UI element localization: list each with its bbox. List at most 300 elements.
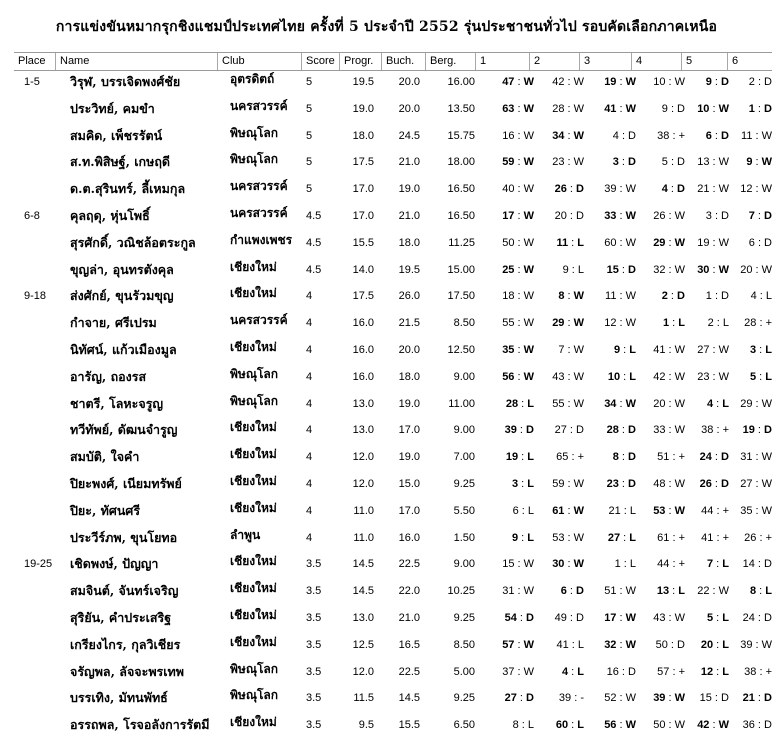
cell-progr: 12.0 <box>352 451 374 464</box>
round-result: W <box>718 263 729 276</box>
cell-round-3: 15 : D <box>606 263 636 276</box>
round-opponent: 26 <box>699 477 712 490</box>
cell-round-1: 3 : L <box>511 477 534 490</box>
round-opponent: 8 <box>558 290 565 303</box>
cell-round-4: 48 : W <box>653 477 685 490</box>
cell-place: 9-18 <box>24 290 47 303</box>
table-row[interactable] <box>14 313 772 340</box>
cell-place: 1-5 <box>24 76 40 88</box>
round-result: W <box>674 236 685 249</box>
cell-name: ประวีร์ภพ, ขุนโยทอ <box>70 529 178 545</box>
col-round1-header[interactable]: 1 <box>476 53 530 70</box>
round-result: W <box>573 317 584 330</box>
round-result: D <box>764 692 772 705</box>
round-result: L <box>678 317 685 330</box>
round-result: D <box>526 611 534 624</box>
round-opponent: 29 <box>653 236 666 249</box>
cell-berg: 1.50 <box>453 531 475 544</box>
cell-club: นครสวรรค์ <box>230 313 288 328</box>
table-row[interactable] <box>14 608 772 635</box>
cell-score: 4 <box>306 290 313 303</box>
round-result: D <box>576 585 584 598</box>
cell-round-3: 23 : D <box>606 477 636 490</box>
cell-score: 4 <box>306 424 313 437</box>
round-opponent: 56 <box>502 370 515 383</box>
cell-round-3: 4 : D <box>612 129 636 142</box>
cell-round-4: 2 : D <box>661 290 685 303</box>
cell-name: ชาตรี, โลหะจรูญ <box>70 395 164 411</box>
table-row[interactable] <box>14 501 772 528</box>
cell-round-1: 9 : L <box>511 531 534 544</box>
round-opponent: 9 <box>746 156 753 169</box>
round-opponent: 19 <box>505 451 519 464</box>
cell-round-1: 8 : L <box>512 719 534 732</box>
cell-name: ประวิทย์, คมขำ <box>70 100 155 116</box>
cell-round-4: 26 : W <box>653 209 685 222</box>
cell-round-2: 28 : W <box>552 102 584 115</box>
round-result: W <box>523 76 534 88</box>
cell-progr: 12.5 <box>352 638 374 651</box>
cell-round-6: 26 : + <box>744 531 772 544</box>
cell-progr: 16.0 <box>352 370 374 383</box>
round-opponent: 25 <box>502 263 515 276</box>
round-result: L <box>765 585 772 598</box>
cell-round-5: 21 : W <box>697 183 729 196</box>
cell-round-1: 50 : W <box>502 236 534 249</box>
round-result: W <box>573 290 584 303</box>
round-result: D <box>628 424 636 437</box>
cell-round-4: 57 : + <box>657 665 685 678</box>
table-row[interactable] <box>14 581 772 608</box>
table-row[interactable] <box>14 260 772 287</box>
cell-club: พิษณุโลก <box>230 393 279 408</box>
table-row[interactable] <box>14 99 772 126</box>
round-opponent: 3 <box>612 156 619 169</box>
round-opponent: 24 <box>699 451 712 464</box>
cell-round-1: 35 : W <box>502 343 534 356</box>
cell-progr: 19.5 <box>352 76 374 88</box>
round-result: L <box>629 370 636 383</box>
cell-club: เชียงใหม่ <box>230 420 277 435</box>
cell-round-3: 21 : L <box>608 504 636 517</box>
round-opponent: 28 <box>505 397 519 410</box>
cell-round-6: 3 : L <box>749 343 772 356</box>
cell-round-4: 53 : W <box>653 504 685 517</box>
cell-buch: 22.5 <box>398 665 420 678</box>
cell-name: สมคิด, เพ็ชรรัตน์ <box>70 127 163 143</box>
cell-name: กำจาย, ศรีเปรม <box>70 315 157 331</box>
round-result: W <box>718 102 729 115</box>
cell-round-2: 7 : W <box>558 343 584 356</box>
cell-buch: 21.0 <box>398 209 420 222</box>
round-opponent: 17 <box>502 209 515 222</box>
round-opponent: 30 <box>697 263 710 276</box>
cell-score: 4 <box>306 343 313 356</box>
cell-name: ปิยะ, ทัศนศรี <box>70 502 141 518</box>
cell-progr: 11.0 <box>353 531 374 544</box>
round-result: L <box>722 665 729 678</box>
cell-club: เชียงใหม่ <box>230 581 277 596</box>
round-opponent: 9 <box>705 76 712 88</box>
cell-buch: 19.0 <box>398 183 420 196</box>
cell-score: 5 <box>306 156 313 169</box>
round-result: D <box>764 102 772 115</box>
col-round6-header[interactable]: 6 <box>732 55 739 67</box>
cell-progr: 15.5 <box>352 236 374 249</box>
cell-score: 4 <box>306 370 313 383</box>
round-opponent: 29 <box>552 317 565 330</box>
round-result: W <box>523 370 534 383</box>
cell-club: พิษณุโลก <box>230 125 279 140</box>
cell-club: พิษณุโลก <box>230 661 279 676</box>
round-opponent: 1 <box>748 102 755 115</box>
table-row[interactable] <box>14 126 772 153</box>
round-result: W <box>674 504 685 517</box>
round-opponent: 41 <box>604 102 617 115</box>
cell-club: เชียงใหม่ <box>230 473 277 488</box>
table-row[interactable] <box>14 286 772 313</box>
round-result: W <box>625 397 636 410</box>
cell-round-1: 37 : W <box>502 665 534 678</box>
table-row[interactable] <box>14 447 772 474</box>
round-result: W <box>523 156 534 169</box>
cell-round-5: 15 : D <box>699 692 729 705</box>
cell-round-3: 34 : W <box>604 397 636 410</box>
cell-club: เชียงใหม่ <box>230 286 277 301</box>
table-row[interactable] <box>14 688 772 715</box>
round-result: W <box>718 719 729 732</box>
col-progr-header[interactable]: Progr. <box>340 53 382 70</box>
round-opponent: 57 <box>502 638 515 651</box>
cell-round-4: 9 : D <box>661 102 685 115</box>
table-row[interactable] <box>14 340 772 367</box>
cell-round-5: 38 : + <box>701 424 729 437</box>
cell-round-5: 9 : D <box>705 76 729 88</box>
round-opponent: 54 <box>504 611 517 624</box>
round-result: D <box>721 129 729 142</box>
round-result: L <box>527 397 534 410</box>
cell-round-2: 9 : L <box>562 263 584 276</box>
cell-round-4: 1 : L <box>662 317 685 330</box>
round-result: L <box>678 585 685 598</box>
cell-progr: 17.5 <box>352 156 374 169</box>
round-result: D <box>628 451 636 464</box>
cell-name: นิทัศน์, แก้วเมืองมูล <box>70 341 177 357</box>
round-opponent: 9 <box>511 531 519 544</box>
cell-progr: 18.0 <box>352 129 374 142</box>
round-result: D <box>721 477 729 490</box>
cell-berg: 6.50 <box>453 719 475 732</box>
round-result: L <box>722 611 729 624</box>
cell-round-5: 41 : + <box>701 531 729 544</box>
col-round2-header[interactable]: 2 <box>530 53 580 70</box>
col-name-header[interactable]: Name <box>56 53 218 70</box>
table-header <box>14 52 772 71</box>
cell-round-5: 44 : + <box>701 504 729 517</box>
round-opponent: 4 <box>561 665 569 678</box>
col-round3-header[interactable]: 3 <box>580 53 632 70</box>
cell-round-4: 39 : W <box>653 692 685 705</box>
cell-berg: 10.25 <box>447 585 475 598</box>
table-row[interactable] <box>14 662 772 689</box>
round-opponent: 6 <box>560 585 567 598</box>
table-row[interactable] <box>14 635 772 662</box>
cell-round-2: 49 : D <box>554 611 584 624</box>
cell-round-3: 11 : W <box>605 290 636 303</box>
cell-buch: 20.0 <box>398 343 420 356</box>
cell-name: อรรถพล, โรจอลังการรัตมี <box>70 717 210 733</box>
cell-berg: 17.50 <box>447 290 475 303</box>
cell-score: 3.5 <box>306 558 322 571</box>
cell-score: 3.5 <box>306 692 322 705</box>
cell-name: เกรียงไกร, กุลวิเชียร <box>70 636 181 652</box>
round-result: W <box>523 343 534 356</box>
cell-round-4: 43 : W <box>653 611 685 624</box>
cell-club: พิษณุโลก <box>230 688 279 703</box>
col-buch-header[interactable]: Buch. <box>382 53 426 70</box>
cell-progr: 13.0 <box>352 397 374 410</box>
table-row[interactable] <box>14 420 772 447</box>
cell-round-5: 6 : D <box>705 129 729 142</box>
cell-buch: 19.0 <box>398 451 420 464</box>
cell-round-2: 29 : W <box>552 317 584 330</box>
cell-score: 3.5 <box>306 585 322 598</box>
cell-round-4: 44 : + <box>657 558 685 571</box>
cell-round-5: 4 : L <box>706 397 729 410</box>
table-row[interactable] <box>14 152 772 179</box>
round-result: W <box>761 156 772 169</box>
round-opponent: 7 <box>748 209 755 222</box>
table-row[interactable] <box>14 179 772 206</box>
cell-buch: 22.5 <box>398 558 420 571</box>
cell-round-6: 19 : D <box>742 424 772 437</box>
cell-buch: 26.0 <box>398 290 420 303</box>
col-round4-header[interactable]: 4 <box>632 53 682 70</box>
cell-name: ส.ท.พิสิษฐ์, เกษฤดี <box>70 154 171 170</box>
cell-round-2: 34 : W <box>552 129 584 142</box>
round-opponent: 6 <box>705 129 712 142</box>
cell-round-5: 10 : W <box>697 102 729 115</box>
round-result: L <box>577 665 584 678</box>
round-opponent: 1 <box>662 317 670 330</box>
table-row[interactable] <box>14 474 772 501</box>
round-result: D <box>721 451 729 464</box>
cell-buch: 16.0 <box>398 531 420 544</box>
round-opponent: 20 <box>700 638 714 651</box>
cell-round-6: 36 : D <box>742 719 772 732</box>
cell-progr: 12.0 <box>352 665 374 678</box>
round-result: L <box>527 477 534 490</box>
cell-score: 4 <box>306 397 313 410</box>
cell-progr: 19.0 <box>352 102 374 115</box>
cell-round-2: 30 : W <box>552 558 584 571</box>
cell-round-3: 16 : D <box>606 665 636 678</box>
table-row[interactable] <box>14 394 772 421</box>
round-result: D <box>628 263 636 276</box>
table-row[interactable] <box>14 206 772 233</box>
cell-round-2: 42 : W <box>552 76 584 88</box>
cell-score: 3.5 <box>306 638 322 651</box>
cell-berg: 9.00 <box>453 558 475 571</box>
cell-round-5: 13 : W <box>697 156 729 169</box>
cell-club: พิษณุโลก <box>230 152 279 167</box>
cell-round-5: 19 : W <box>697 236 729 249</box>
cell-round-3: 52 : W <box>604 692 636 705</box>
cell-berg: 16.50 <box>447 209 475 222</box>
cell-round-2: 6 : D <box>560 585 584 598</box>
round-opponent: 10 <box>697 102 710 115</box>
col-score-header[interactable]: Score <box>302 53 340 70</box>
round-opponent: 30 <box>552 558 565 571</box>
round-opponent: 23 <box>606 477 619 490</box>
cell-club: เชียงใหม่ <box>230 715 277 730</box>
cell-berg: 7.00 <box>453 451 475 464</box>
round-result: L <box>722 558 729 571</box>
cell-round-1: 56 : W <box>502 370 534 383</box>
cell-place: 19-25 <box>24 558 53 571</box>
cell-round-4: 13 : L <box>656 585 685 598</box>
table-row[interactable] <box>14 528 772 555</box>
round-result: W <box>523 263 534 276</box>
col-club-header[interactable]: Club <box>218 53 302 70</box>
round-opponent: 63 <box>502 102 515 115</box>
table-row[interactable] <box>14 233 772 260</box>
round-result: L <box>527 451 534 464</box>
cell-round-6: 7 : D <box>748 209 772 222</box>
cell-name: อารัญ, ถองรส <box>70 368 147 384</box>
round-opponent: 35 <box>502 343 515 356</box>
cell-round-4: 20 : W <box>653 397 685 410</box>
cell-berg: 8.50 <box>453 638 475 651</box>
cell-buch: 20.0 <box>398 102 420 115</box>
round-opponent: 4 <box>706 397 714 410</box>
round-opponent: 4 <box>661 183 668 196</box>
round-opponent: 56 <box>604 719 617 732</box>
cell-round-5: 3 : D <box>705 209 729 222</box>
round-result: W <box>625 638 636 651</box>
round-result: L <box>765 370 772 383</box>
round-result: W <box>573 504 584 517</box>
table-row[interactable] <box>14 72 772 99</box>
cell-round-3: 8 : D <box>612 451 636 464</box>
cell-berg: 13.50 <box>447 102 475 115</box>
cell-name: สมจินต์, จันทร์เจริญ <box>70 583 179 599</box>
round-result: L <box>722 638 729 651</box>
cell-round-1: 39 : D <box>504 424 534 437</box>
cell-round-3: 17 : W <box>604 611 636 624</box>
cell-score: 5 <box>306 76 313 88</box>
col-place-header[interactable]: Place <box>14 53 56 70</box>
cell-progr: 12.0 <box>352 477 374 490</box>
cell-round-2: 41 : L <box>556 638 584 651</box>
table-row[interactable] <box>14 715 772 742</box>
cell-name: บรรเทิง, มัทนพัทธ์ <box>70 690 168 706</box>
col-round5-header[interactable]: 5 <box>682 53 728 70</box>
table-row[interactable] <box>14 554 772 581</box>
round-opponent: 60 <box>555 719 569 732</box>
round-opponent: 9 <box>613 343 621 356</box>
cell-score: 5 <box>306 102 313 115</box>
cell-round-3: 41 : W <box>604 102 636 115</box>
cell-berg: 9.00 <box>453 370 475 383</box>
cell-name: จรัญพล, ลัจจะพรเทพ <box>70 663 185 679</box>
table-row[interactable] <box>14 367 772 394</box>
round-result: L <box>629 343 636 356</box>
cell-round-6: 2 : D <box>748 76 772 88</box>
cell-buch: 15.0 <box>398 477 420 490</box>
round-result: D <box>721 76 729 88</box>
page-title: การแข่งขันหมากรุกชิงแชมป์ประเทศไทย ครั้งที่ 5 ประจำปี 2552 รุ่นประชาชนทั่วไป รอบคัดเลือกภาคเหนือ <box>55 19 718 35</box>
round-opponent: 8 <box>749 585 757 598</box>
round-result: D <box>628 156 636 169</box>
cell-round-2: 26 : D <box>554 183 584 196</box>
cell-round-4: 29 : W <box>653 236 685 249</box>
cell-round-1: 18 : W <box>502 290 534 303</box>
round-opponent: 47 <box>502 76 515 88</box>
round-opponent: 34 <box>552 129 565 142</box>
cell-round-3: 9 : L <box>613 343 636 356</box>
cell-berg: 9.00 <box>453 424 475 437</box>
cell-club: เชียงใหม่ <box>230 500 277 515</box>
cell-round-4: 51 : + <box>657 451 685 464</box>
cell-place: 6-8 <box>24 209 40 222</box>
cell-berg: 18.00 <box>447 156 475 169</box>
cell-berg: 9.25 <box>453 692 475 705</box>
cell-round-1: 27 : D <box>504 692 534 705</box>
round-result: D <box>677 290 685 303</box>
cell-buch: 24.5 <box>398 129 420 142</box>
cell-score: 4 <box>306 531 313 544</box>
round-opponent: 42 <box>697 719 710 732</box>
round-result: D <box>576 183 584 196</box>
cell-progr: 11.5 <box>353 692 374 705</box>
round-opponent: 33 <box>604 209 617 222</box>
cell-berg: 5.00 <box>453 665 475 678</box>
cell-berg: 16.50 <box>447 183 475 196</box>
cell-round-3: 28 : D <box>606 424 636 437</box>
round-opponent: 26 <box>554 183 567 196</box>
cell-club: เชียงใหม่ <box>230 447 277 462</box>
cell-round-1: 54 : D <box>504 611 534 624</box>
cell-round-6: 1 : D <box>748 102 772 115</box>
round-result: W <box>523 102 534 115</box>
cell-club: เชียงใหม่ <box>230 634 277 649</box>
cell-round-1: 15 : W <box>502 558 534 571</box>
cell-round-6: 20 : W <box>740 263 772 276</box>
col-berg-header[interactable]: Berg. <box>426 53 476 70</box>
cell-round-1: 40 : W <box>502 183 534 196</box>
cell-round-5: 24 : D <box>699 451 729 464</box>
cell-buch: 22.0 <box>398 585 420 598</box>
cell-round-6: 9 : W <box>746 156 772 169</box>
cell-name: ส่งศักย์, ขุนรัวมขุญ <box>70 288 174 304</box>
cell-berg: 11.00 <box>448 397 475 410</box>
cell-round-5: 1 : D <box>705 290 729 303</box>
cell-round-5: 23 : W <box>697 370 729 383</box>
cell-progr: 14.0 <box>352 263 374 276</box>
cell-club: เชียงใหม่ <box>230 554 277 569</box>
cell-buch: 18.0 <box>398 370 420 383</box>
cell-buch: 21.5 <box>398 317 420 330</box>
round-result: W <box>674 692 685 705</box>
cell-buch: 18.0 <box>398 236 420 249</box>
cell-berg: 5.50 <box>453 504 475 517</box>
cell-score: 3.5 <box>306 611 322 624</box>
round-result: D <box>526 424 534 437</box>
cell-buch: 21.0 <box>398 156 420 169</box>
round-result: W <box>523 638 534 651</box>
round-opponent: 12 <box>700 665 714 678</box>
